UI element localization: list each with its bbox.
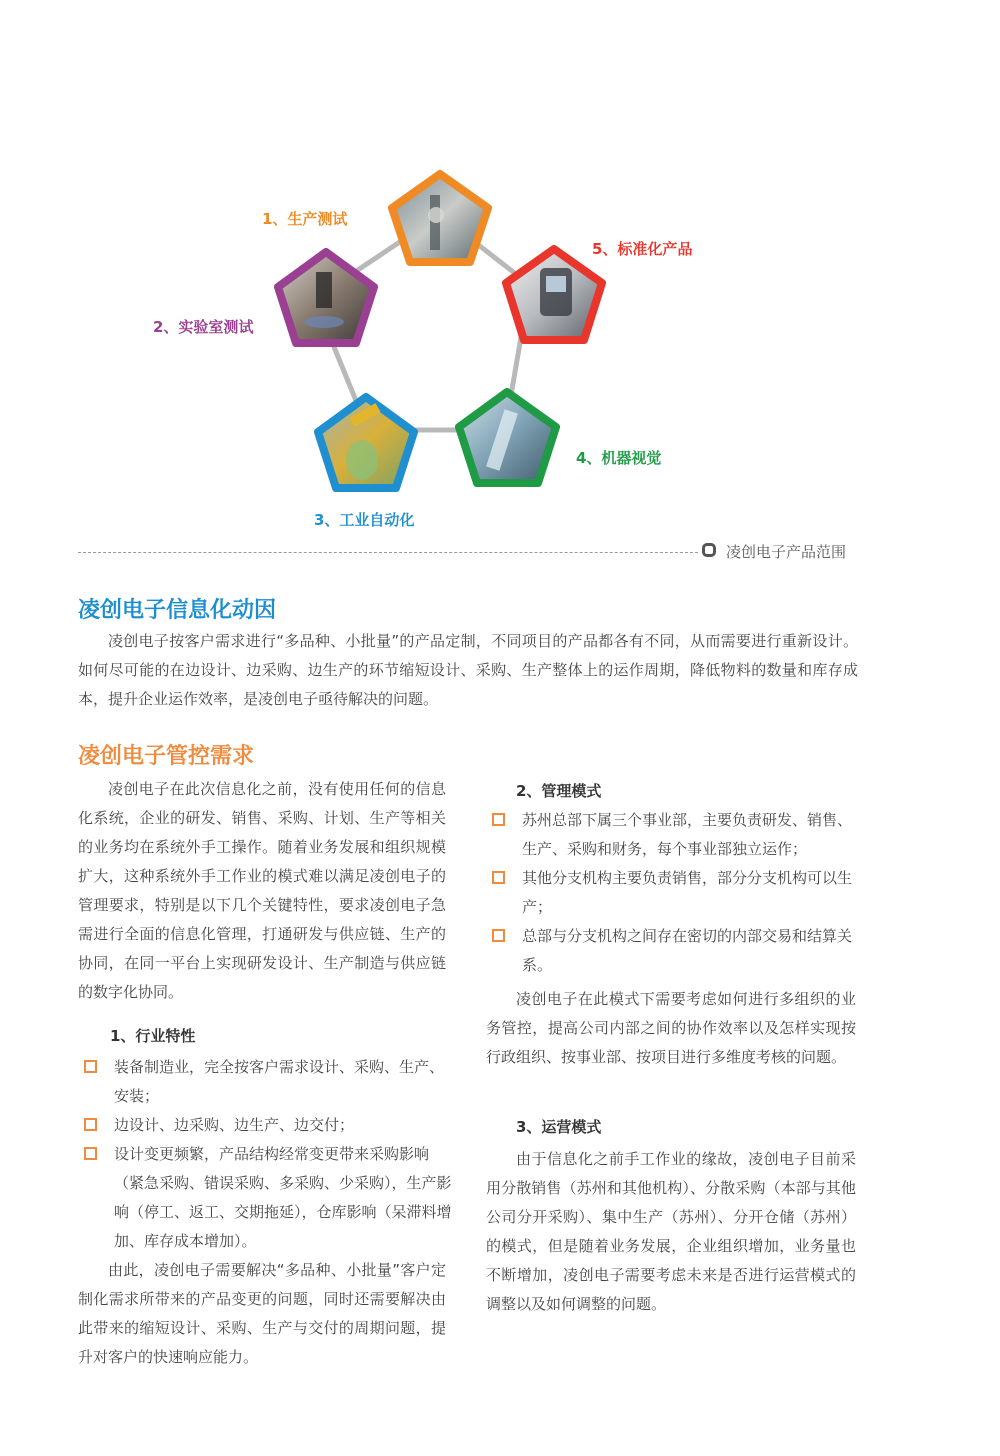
- heading-operation-mode: 3、运营模式: [516, 1118, 602, 1136]
- checkbox-bullet-icon: [84, 1118, 97, 1131]
- label-production-test: 1、生产测试: [262, 210, 348, 228]
- list-item: 装备制造业，完全按客户需求设计、采购、生产、安装；: [84, 1053, 454, 1111]
- list-item: 边设计、边采购、边生产、边交付；: [84, 1111, 454, 1140]
- list-item: 苏州总部下属三个事业部，主要负责研发、销售、生产、采购和财务，每个事业部独立运作；: [492, 806, 864, 864]
- caption-divider: [78, 552, 698, 553]
- requirements-intro: 凌创电子在此次信息化之前，没有使用任何的信息化系统，企业的研发、销售、采购、计划、生产等相关的业务均在系统外手工操作。随着业务发展和组织规模扩大，这种系统外手工作业的模式难以满足凌创电子的管理要求，特别是以下几个关键特性，要求凌创电子急需进行全面的信息化管理，打通研发与供应链、生产的协同，在同一平台上实现研发设计、生产制造与供应链的数字化协同。: [78, 780, 446, 1001]
- caption-marker-icon: [702, 543, 716, 557]
- checkbox-bullet-icon: [84, 1060, 97, 1073]
- list-item: 总部与分支机构之间存在密切的内部交易和结算关系。: [492, 922, 864, 980]
- caption-text: 凌创电子产品范围: [726, 543, 847, 561]
- product-scope-diagram: [0, 0, 1000, 540]
- motivation-paragraph: 凌创电子按客户需求进行“多品种、小批量”的产品定制，不同项目的产品都各有不同，从而需要进行重新设计。如何尽可能的在边设计、边采购、边生产的环节缩短设计、采购、生产整体上的运作周期，降低物料的数量和库存成本，提升企业运作效率，是凌创电子亟待解决的问题。: [78, 632, 858, 708]
- node-standard-product: [506, 249, 602, 340]
- node-lab-test: [278, 252, 374, 343]
- figure-caption: [78, 538, 858, 568]
- label-standard-product: 5、标准化产品: [592, 240, 693, 258]
- checkbox-bullet-icon: [84, 1147, 97, 1160]
- node-industrial-automation: [318, 397, 414, 488]
- label-industrial-automation: 3、工业自动化: [314, 511, 415, 529]
- label-machine-vision: 4、机器视觉: [576, 449, 662, 467]
- section-title-motivation: 凌创电子信息化动因: [78, 598, 277, 623]
- list-item: 其他分支机构主要负责销售，部分分支机构可以生产；: [492, 864, 864, 922]
- heading-industry-traits: 1、行业特性: [110, 1027, 196, 1045]
- label-lab-test: 2、实验室测试: [153, 318, 254, 336]
- checkbox-bullet-icon: [492, 929, 505, 942]
- checkbox-bullet-icon: [492, 813, 505, 826]
- management-mode-list: [492, 806, 864, 980]
- industry-traits-list: [84, 1053, 454, 1256]
- heading-management-mode: 2、管理模式: [516, 782, 602, 800]
- operation-paragraph: 由于信息化之前手工作业的缘故，凌创电子目前采用分散销售（苏州和其他机构）、分散采购（本部与其他公司分开采购）、集中生产（苏州）、分开仓储（苏州）的模式，但是随着业务发展，企业组织增加，业务量也不断增加，凌创电子需要考虑未来是否进行运营模式的调整以及如何调整的问题。: [486, 1150, 856, 1313]
- section-title-requirements: 凌创电子管控需求: [78, 744, 255, 769]
- list-item: 设计变更频繁，产品结构经常变更带来采购影响（紧急采购、错误采购、多采购、少采购），生产影响（停工、返工、交期拖延），仓库影响（呆滞料增加、库存成本增加）。: [84, 1140, 454, 1256]
- node-machine-vision: [459, 392, 556, 483]
- checkbox-bullet-icon: [492, 871, 505, 884]
- node-production-test: [392, 174, 488, 262]
- product-ring-svg: [0, 0, 1000, 540]
- industry-summary: 由此，凌创电子需要解决“多品种、小批量”客户定制化需求所带来的产品变更的问题，同时还需要解决由此带来的缩短设计、采购、生产与交付的周期问题，提升对客户的快速响应能力。: [78, 1261, 446, 1366]
- management-summary: 凌创电子在此模式下需要考虑如何进行多组织的业务管控，提高公司内部之间的协作效率以及怎样实现按行政组织、按事业部、按项目进行多维度考核的问题。: [486, 990, 856, 1066]
